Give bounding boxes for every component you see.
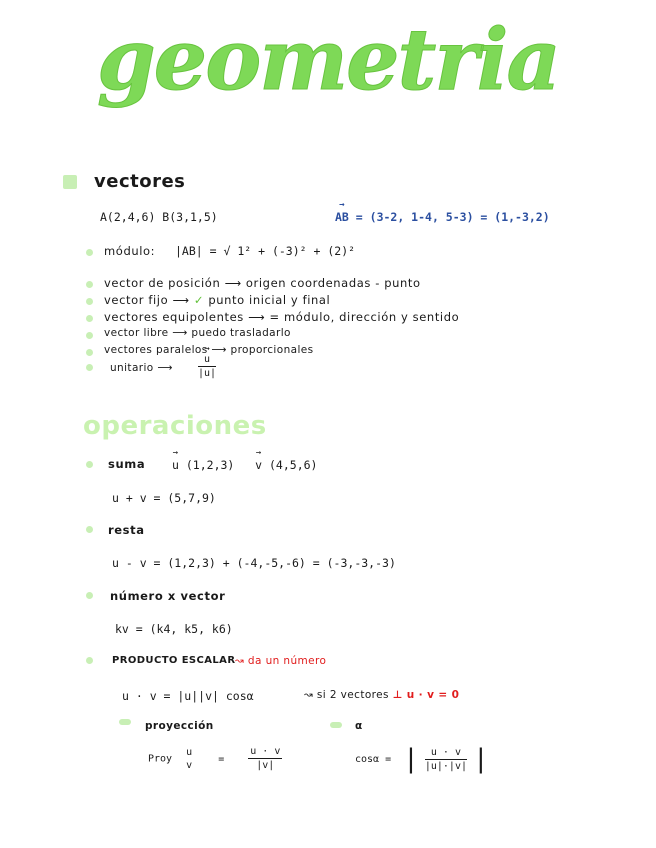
- ab-vector: → AB: [335, 210, 349, 224]
- modulo-rhs: = √ 1² + (-3)² + (2)²: [209, 244, 356, 258]
- v-vector: → v: [255, 458, 262, 472]
- proyeccion-label: proyección: [145, 720, 214, 732]
- bullet: [86, 281, 93, 288]
- section-heading-vectores: vectores: [94, 171, 186, 192]
- cos-den: |u|·|v|: [424, 760, 467, 772]
- unitario-fraction: [198, 354, 216, 379]
- cos-num: u · v: [425, 747, 467, 760]
- numero-x-vector-label: número x vector: [110, 589, 226, 603]
- alpha-label: α: [355, 720, 363, 732]
- bullet: [86, 249, 93, 256]
- suma-label: suma: [108, 457, 146, 471]
- bullet: [86, 461, 93, 468]
- bullet: [86, 298, 93, 305]
- ab-vector-value: = (3-2, 1-4, 5-3) = (1,-3,2): [355, 210, 550, 224]
- list-item: vector libre ⟶ puedo trasladarlo: [104, 327, 291, 339]
- sub-bullet: [119, 719, 131, 725]
- bullet: [86, 332, 93, 339]
- suma-vectors: [172, 458, 317, 472]
- condition-text: ↝ si 2 vectores: [304, 689, 389, 701]
- list-item: vectores equipolentes ⟶ = módulo, dirección y sentido: [104, 310, 460, 324]
- proy-lhs: Proy: [148, 753, 173, 765]
- page-title: geometria: [97, 10, 559, 109]
- resta-equation: u - v = (1,2,3) + (-4,-5,-6) = (-3,-3,-3): [112, 556, 396, 570]
- proy-lhs-num: u: [186, 746, 193, 758]
- u-vector: → u: [172, 458, 179, 472]
- producto-escalar-note: ↝ da un número: [235, 655, 327, 667]
- unitario-label: unitario ⟶: [110, 362, 173, 374]
- u-value: (1,2,3): [185, 458, 235, 472]
- producto-escalar-label: PRODUCTO ESCALAR: [112, 655, 236, 666]
- proyeccion-formula: Proy u v = $\frac{u \cdot v}{|v|}$: [148, 746, 281, 771]
- bullet: [86, 592, 93, 599]
- bullet: [86, 315, 93, 322]
- modulo-label: módulo:: [104, 244, 156, 258]
- points-line: A(2,4,6) B(3,1,5): [100, 210, 218, 224]
- producto-escalar-formula: u · v = |u||v| cosα: [122, 689, 254, 703]
- section-marker: [63, 175, 77, 189]
- list-item-text: punto inicial y final: [208, 293, 331, 307]
- modulo-lhs: |AB|: [175, 244, 203, 258]
- unitario-num: → u: [204, 354, 210, 365]
- numero-x-vector-equation: kv = (k4, k5, k6): [115, 622, 233, 636]
- bullet: [86, 657, 93, 664]
- bullet: [86, 349, 93, 356]
- ab-vector-line: [335, 210, 550, 224]
- perpendicular-condition: [304, 689, 459, 701]
- proy-lhs-den: v: [186, 759, 193, 771]
- v-value: (4,5,6): [269, 458, 318, 472]
- section-heading-operaciones: operaciones: [83, 411, 267, 441]
- proy-rhs-den: |v|: [256, 760, 275, 771]
- resta-label: resta: [108, 523, 145, 537]
- list-item-text: vector fijo ⟶: [104, 293, 190, 307]
- list-item: vectores paralelos ⟶ proporcionales: [104, 344, 314, 356]
- check-icon: ✓: [193, 293, 205, 307]
- bullet: [86, 364, 93, 371]
- cos-lhs: cosα =: [355, 754, 392, 765]
- cos-alpha-formula: cosα = | $\frac{u \cdot v}{|u|\cdot|v|}$ |: [355, 744, 489, 774]
- modulo-formula: [175, 244, 355, 258]
- list-item: vector de posición ⟶ origen coordenadas - punto: [104, 276, 421, 290]
- perpendicular-result: ⊥ u · v = 0: [392, 689, 460, 701]
- bullet: [86, 526, 93, 533]
- unitario-den: |u|: [198, 368, 217, 379]
- proy-rhs-num: u · v: [250, 746, 281, 757]
- suma-equation: u + v = (5,7,9): [112, 491, 216, 505]
- sub-bullet: [330, 722, 342, 728]
- list-item: [104, 293, 330, 307]
